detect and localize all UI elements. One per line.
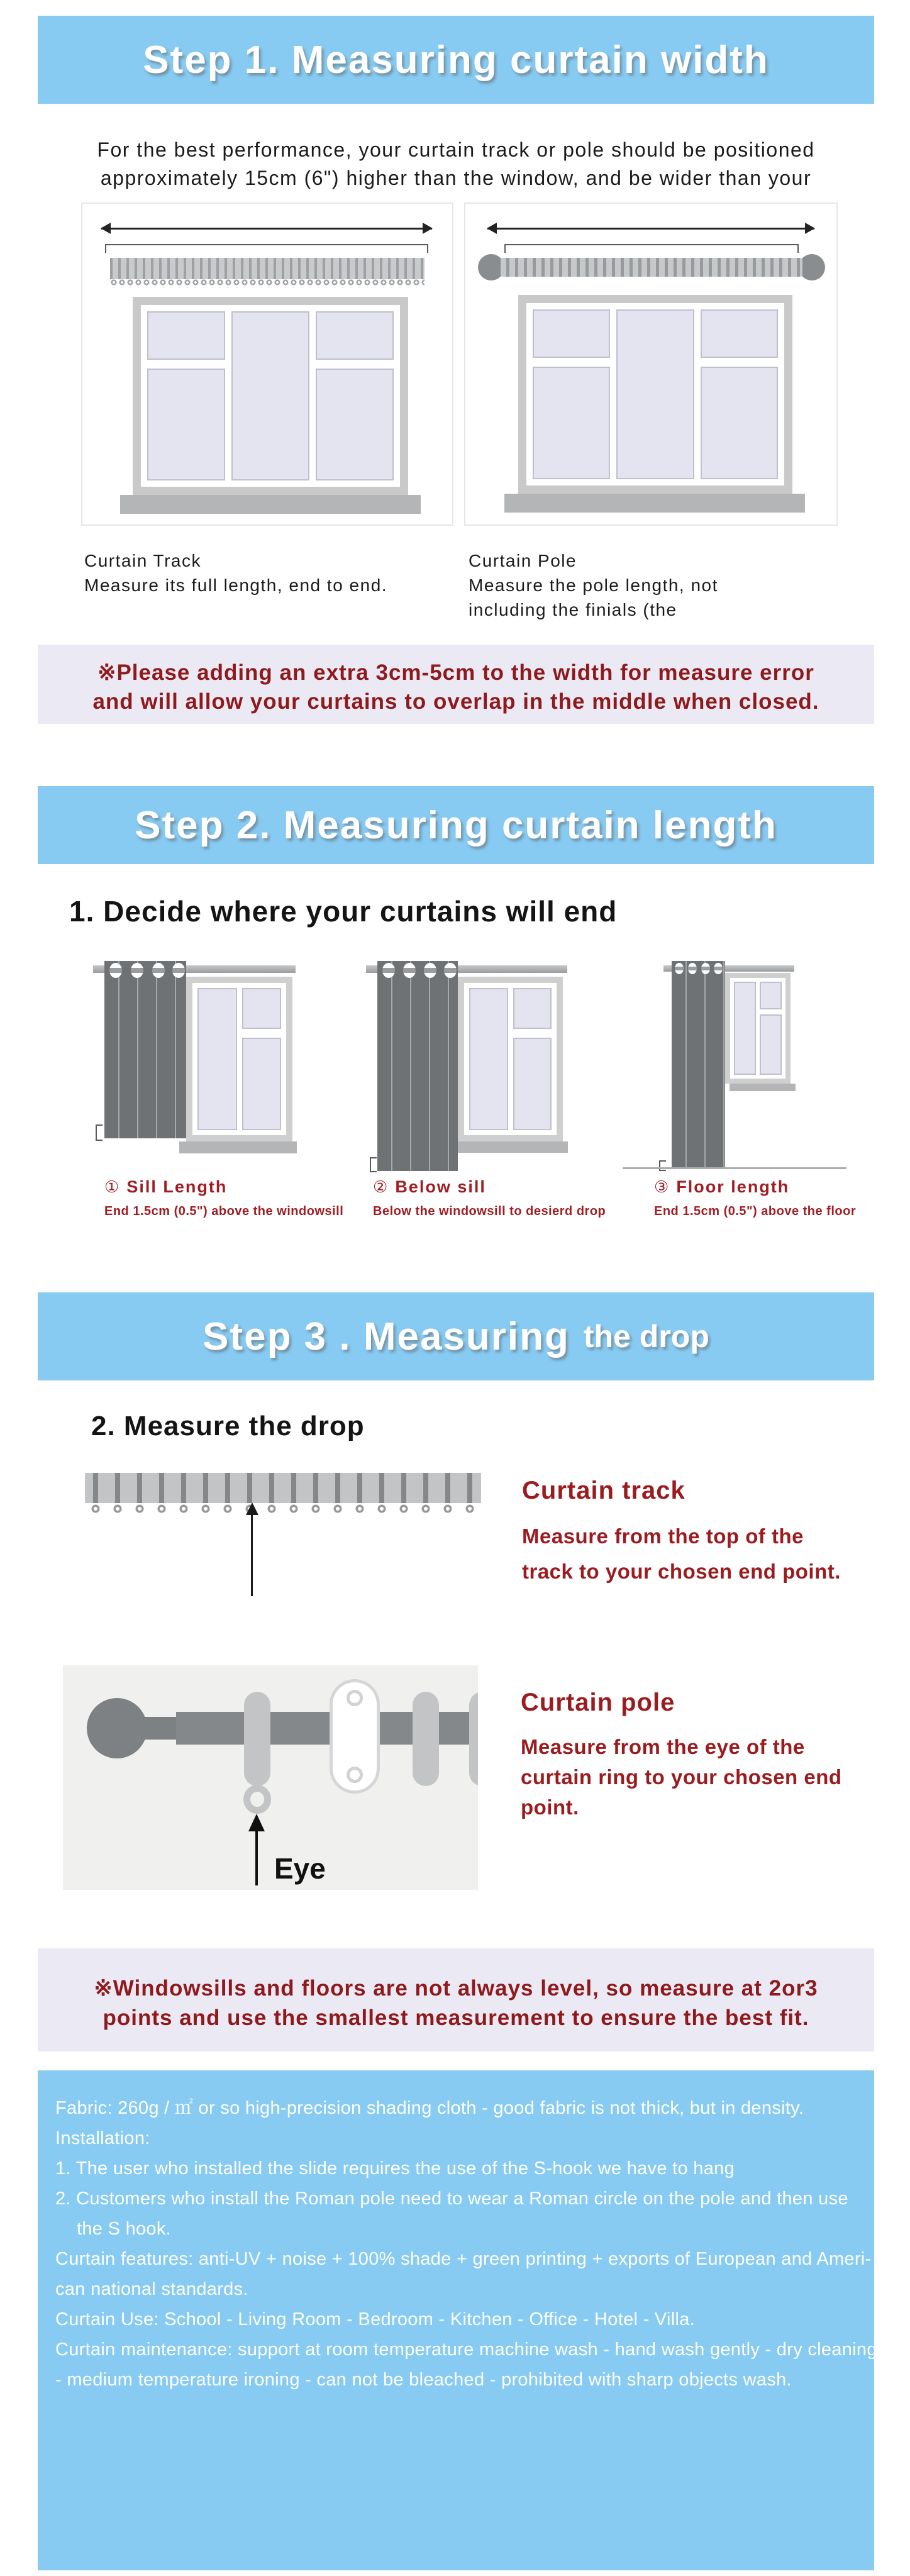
- pole-caption-line2: including the finials (the: [469, 600, 677, 619]
- up-arrow-icon: [248, 1814, 265, 1831]
- measure-drop-heading: 2. Measure the drop: [91, 1411, 365, 1441]
- screw-hole-icon: [347, 1767, 363, 1783]
- window-column: [231, 311, 309, 480]
- window-pane: [469, 988, 508, 1130]
- curtain-pole-diagram: [464, 203, 838, 526]
- window-pane: [701, 309, 778, 358]
- pole-caption-line1: Measure the pole length, not: [469, 575, 718, 595]
- grommet-icon: [675, 963, 684, 974]
- pole-finial: [87, 1698, 147, 1758]
- window-column: [147, 311, 225, 480]
- window-pane: [242, 988, 282, 1029]
- footer-line: can national standards.: [55, 2279, 248, 2299]
- grommet-icon: [382, 963, 395, 978]
- window-pane: [533, 367, 610, 479]
- footer-line: - medium temperature ironing - can not be bleached - prohibited with sharp objects wash.: [55, 2370, 792, 2390]
- pole-instruction-body: Measure from the eye of the curtain ring to your chosen end point.: [521, 1735, 842, 1819]
- step3-title-sub: the drop: [583, 1319, 709, 1354]
- caption-title: ③ Floor length: [654, 1177, 790, 1196]
- grommet-icon: [152, 963, 165, 978]
- curtain-ring: [244, 1692, 270, 1786]
- caption-desc: End 1.5cm (0.5") above the windowsill: [104, 1204, 344, 1218]
- width-note-line1: ※Please adding an extra 3cm-5cm to the width for measure error: [97, 660, 814, 685]
- floor-line: [623, 1167, 846, 1169]
- grommet-icon: [109, 963, 122, 978]
- decide-heading: 1. Decide where your curtains will end: [69, 895, 618, 928]
- floor-length-diagram: [654, 953, 862, 1179]
- eye-label: Eye: [274, 1852, 326, 1885]
- footer-line: 2. Customers who install the Roman pole need to wear a Roman circle on the pole and then use: [55, 2189, 848, 2209]
- caption-title: ① Sill Length: [104, 1177, 228, 1196]
- window-column: [701, 309, 778, 479]
- intro-line1: For the best performance, your curtain track or pole should be positioned: [97, 138, 815, 161]
- pole-finial: [799, 254, 825, 280]
- window-pane: [242, 1038, 282, 1130]
- window-pane: [147, 311, 225, 360]
- track-caption-body: Measure its full length, end to end.: [84, 575, 388, 595]
- circled-number: ①: [104, 1177, 121, 1196]
- width-note-line2: and will allow your curtains to overlap in the middle when closed.: [92, 689, 819, 714]
- window-pane: [147, 369, 225, 480]
- grommet-icon: [444, 963, 457, 978]
- grommet-icon: [688, 963, 697, 974]
- step1-header-band: [38, 16, 874, 104]
- window-pane: [513, 1038, 552, 1130]
- window-column: [469, 988, 508, 1130]
- step2-header-band: [38, 786, 874, 864]
- pole-bracket: [330, 1679, 380, 1794]
- window-pane: [533, 309, 610, 358]
- below-sill-caption: [373, 1177, 606, 1219]
- up-arrow-line: [251, 1514, 253, 1596]
- pole-caption-title: Curtain Pole: [469, 551, 577, 570]
- step1-intro: [38, 136, 874, 192]
- window: [186, 977, 292, 1141]
- screw-hole-icon: [347, 1690, 363, 1706]
- measure-bracket: [96, 1124, 103, 1141]
- curtain-pole-bar: [501, 258, 802, 277]
- footer-line: the S hook.: [77, 2219, 172, 2239]
- window-column: [513, 988, 552, 1130]
- step1-title: Step 1. Measuring curtain width: [143, 38, 769, 82]
- intro-line2: approximately 15cm (6") higher than the window, and be wider than your: [100, 167, 812, 189]
- step3-title-main: Step 3 . Measuring: [203, 1314, 570, 1358]
- footer-line: Fabric: 260g / ㎡ or so high-precision shading cloth - good fabric is not thick, but in density.: [55, 2098, 804, 2118]
- level-note: [38, 1948, 874, 2051]
- caption-desc: Below the windowsill to desierd drop: [373, 1204, 606, 1218]
- step2-title: Step 2. Measuring curtain length: [135, 803, 777, 847]
- curtain-track-diagram: [81, 203, 453, 526]
- measure-bracket: [370, 1157, 377, 1172]
- curtain-panel: [377, 961, 458, 1171]
- window: [458, 977, 563, 1141]
- window-sill: [179, 1141, 297, 1153]
- window-pane: [513, 988, 552, 1029]
- ring-eye: [243, 1785, 271, 1814]
- track-instruction-body: Measure from the top of the track to your chosen end point.: [522, 1524, 841, 1583]
- curtain-track-bar: [110, 258, 424, 279]
- window-pane: [734, 982, 756, 1075]
- footer-line: Curtain maintenance: support at room temperature machine wash - hand wash gently - dry cleaning: [55, 2340, 877, 2360]
- curtain-ring: [469, 1692, 478, 1786]
- caption-title: ② Below sill: [373, 1177, 486, 1196]
- window-column: [316, 311, 394, 480]
- pole-finial-stem: [142, 1717, 179, 1740]
- grommet-icon: [172, 963, 185, 978]
- track-instruction-title: Curtain track: [522, 1477, 685, 1504]
- footer-line: 1. The user who installed the slide requires the use of the S-hook we have to hang: [55, 2158, 735, 2179]
- footer-line: Curtain features: anti-UV + noise + 100% shade + green printing + exports of European and Ameri-: [55, 2249, 872, 2269]
- sill-length-caption: [104, 1177, 343, 1219]
- level-note-line2: points and use the smallest measurement to ensure the best fit.: [103, 2006, 809, 2030]
- product-details-footer: [38, 2070, 877, 2570]
- track-caption-title: Curtain Track: [84, 551, 201, 570]
- up-arrow-icon: [246, 1502, 258, 1515]
- width-bracket: [504, 244, 799, 245]
- grommet-icon: [131, 963, 143, 978]
- measure-bracket: [659, 1160, 666, 1171]
- window-pane: [760, 1014, 782, 1075]
- below-sill-diagram: [366, 953, 574, 1179]
- window: [518, 295, 792, 494]
- pole-eye-diagram: [63, 1665, 478, 1890]
- curtain-panel: [672, 961, 725, 1168]
- window-sill: [450, 1141, 568, 1153]
- up-arrow-line: [255, 1830, 258, 1885]
- window-pane: [760, 982, 782, 1009]
- window-sill: [120, 495, 421, 514]
- window: [725, 973, 791, 1084]
- pole-caption: [469, 548, 718, 622]
- sill-length-diagram: [93, 953, 301, 1179]
- curtain-panel: [104, 961, 186, 1138]
- circled-number: ②: [373, 1177, 389, 1196]
- pole-instruction-title: Curtain pole: [521, 1689, 675, 1716]
- width-note: [38, 645, 874, 724]
- floor-length-caption: [654, 1177, 856, 1219]
- footer-line: Installation:: [55, 2128, 150, 2148]
- window-pane: [316, 311, 394, 360]
- track-hooks: [85, 1503, 481, 1517]
- circled-number: ③: [654, 1177, 670, 1196]
- window-pane: [231, 311, 309, 480]
- track-caption: [84, 548, 387, 597]
- width-arrow-icon: [487, 228, 814, 230]
- width-bracket: [105, 244, 428, 245]
- window-sill: [504, 494, 805, 513]
- level-note-line1: ※Windowsills and floors are not always level, so measure at 2or3: [94, 1976, 818, 2001]
- window-column: [197, 988, 237, 1130]
- step3-header-band: [38, 1292, 874, 1380]
- window-sill: [730, 1084, 796, 1091]
- window-pane: [197, 988, 237, 1130]
- grommet-icon: [714, 963, 723, 974]
- grommet-icon: [424, 963, 436, 978]
- window-pane: [616, 309, 694, 479]
- window-pane: [701, 367, 778, 479]
- track-hooks: [110, 279, 424, 287]
- footer-line: Curtain Use: School - Living Room - Bedroom - Kitchen - Office - Hotel - Villa.: [55, 2309, 696, 2329]
- curtain-track-bar: [85, 1473, 481, 1503]
- window-column: [616, 309, 694, 479]
- curtain-ring: [413, 1692, 439, 1786]
- window-column: [533, 309, 610, 479]
- width-arrow-icon: [101, 228, 432, 230]
- window-column: [242, 988, 282, 1130]
- window: [133, 297, 408, 495]
- caption-desc: End 1.5cm (0.5") above the floor: [654, 1204, 857, 1218]
- grommet-icon: [701, 963, 710, 974]
- pole-instruction: [521, 1689, 842, 1823]
- window-column: [734, 982, 756, 1075]
- window-column: [760, 982, 782, 1075]
- track-instruction: [522, 1477, 841, 1589]
- window-pane: [316, 369, 394, 480]
- grommet-icon: [403, 963, 416, 978]
